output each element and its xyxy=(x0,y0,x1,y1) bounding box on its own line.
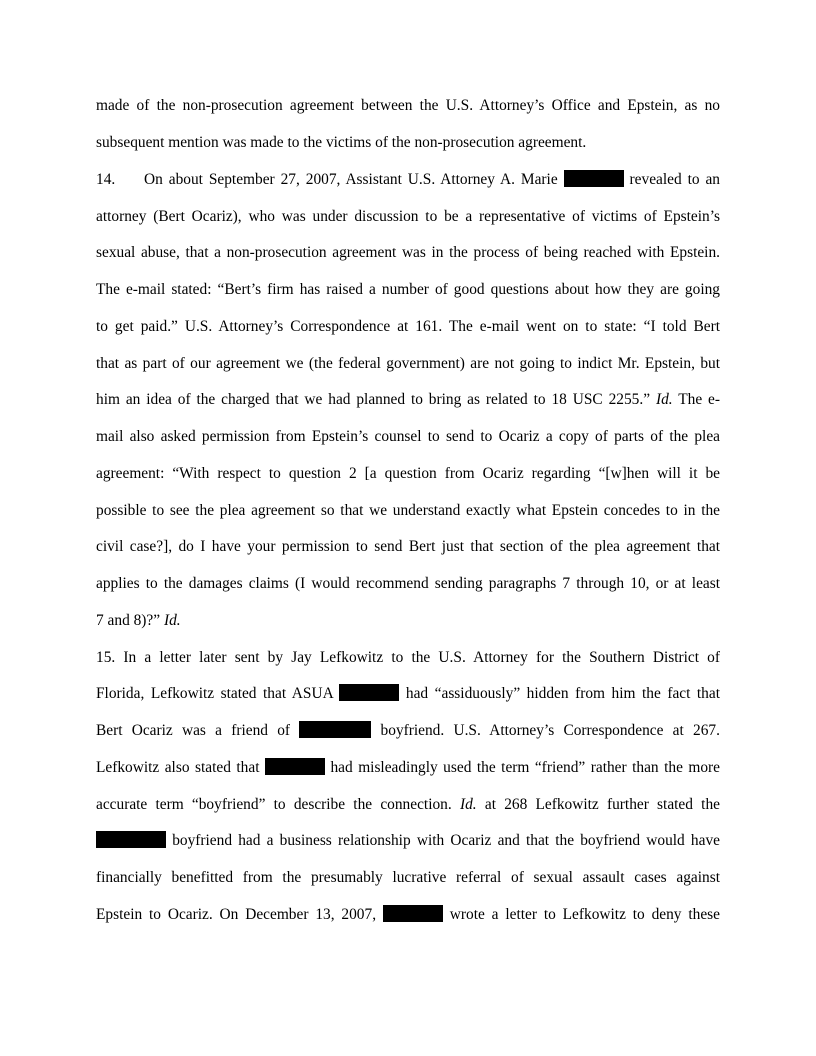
paragraph-15-line: 15. In a letter later sent by Jay Lefkowitz to the U.S. Attorney for the Southern District of xyxy=(96,649,720,666)
text-line: sexual abuse, that a non-prosecution agreement was in the process of being reached with Epstein. xyxy=(96,244,720,261)
redaction-block xyxy=(383,905,443,922)
text-span: at 268 Lefkowitz further stated the xyxy=(484,796,720,813)
text-line: possible to see the plea agreement so that we understand exactly what Epstein concedes to in the xyxy=(96,502,720,519)
text-line: The e-mail stated: “Bert’s firm has raised a number of good questions about how they are going xyxy=(96,281,720,298)
redaction-block xyxy=(564,170,624,187)
paragraph-14-line xyxy=(96,170,720,190)
text-span: had misleadingly used the term “friend” rather than the more xyxy=(330,759,721,776)
text-span: Epstein to Ocariz. On December 13, 2007, xyxy=(96,906,377,923)
text-line: made of the non-prosecution agreement between the U.S. Attorney’s Office and Epstein, as no xyxy=(96,97,720,114)
citation-id: Id. xyxy=(655,391,673,408)
text-line: mail also asked permission from Epstein’s counsel to send to Ocariz a copy of parts of the plea xyxy=(96,428,720,445)
text-span: accurate term “boyfriend” to describe the connection. xyxy=(96,796,452,813)
text-line: that as part of our agreement we (the federal government) are not going to indict Mr. Epstein, but xyxy=(96,355,720,372)
text-line: to get paid.” U.S. Attorney’s Correspondence at 161. The e-mail went on to state: “I told Bert xyxy=(96,318,720,335)
text-span: Florida, Lefkowitz stated that ASUA xyxy=(96,685,333,702)
paragraph-number: 14. xyxy=(96,171,116,188)
text-line xyxy=(96,390,720,410)
citation-id: Id. xyxy=(459,796,477,813)
text-line: financially benefitted from the presumably lucrative referral of sexual assault cases against xyxy=(96,869,720,886)
text-line: agreement: “With respect to question 2 [a question from Ocariz regarding “[w]hen will it be xyxy=(96,465,720,482)
text-span: had “assiduously” hidden from him the fact that xyxy=(405,685,720,702)
redaction-block xyxy=(299,721,371,738)
text-span: him an idea of the charged that we had planned to bring as related to 18 USC 2255.” xyxy=(96,391,651,408)
text-span: wrote a letter to Lefkowitz to deny these xyxy=(449,906,720,923)
text-line: subsequent mention was made to the victims of the non-prosecution agreement. xyxy=(96,134,587,151)
redaction-block xyxy=(265,758,325,775)
text-line: attorney (Bert Ocariz), who was under discussion to be a representative of victims of Epstein’s xyxy=(96,208,720,225)
text-line xyxy=(96,831,720,851)
text-line xyxy=(96,684,720,704)
redaction-block xyxy=(96,831,166,848)
text-span: Bert Ocariz was a friend of xyxy=(96,722,291,739)
text-line xyxy=(96,758,720,778)
text-span: boyfriend had a business relationship with Ocariz and that the boyfriend would have xyxy=(172,832,720,849)
text-span: boyfriend. U.S. Attorney’s Correspondence at 267. xyxy=(380,722,720,739)
redaction-block xyxy=(339,684,399,701)
text-line xyxy=(96,905,720,925)
text-line: civil case?], do I have your permission to send Bert just that section of the plea agreement that xyxy=(96,538,720,555)
text-line xyxy=(96,795,720,815)
text-line xyxy=(96,611,720,631)
text-span: revealed to an xyxy=(629,171,721,188)
text-line: applies to the damages claims (I would recommend sending paragraphs 7 through 10, or at least xyxy=(96,575,720,592)
citation-id: Id. xyxy=(163,612,181,629)
text-line xyxy=(96,721,720,741)
text-span: 7 and 8)?” xyxy=(96,612,161,629)
text-span: On about September 27, 2007, Assistant U.S. Attorney A. Marie xyxy=(144,171,558,188)
text-span: The e- xyxy=(678,391,720,408)
text-span: Lefkowitz also stated that xyxy=(96,759,260,776)
